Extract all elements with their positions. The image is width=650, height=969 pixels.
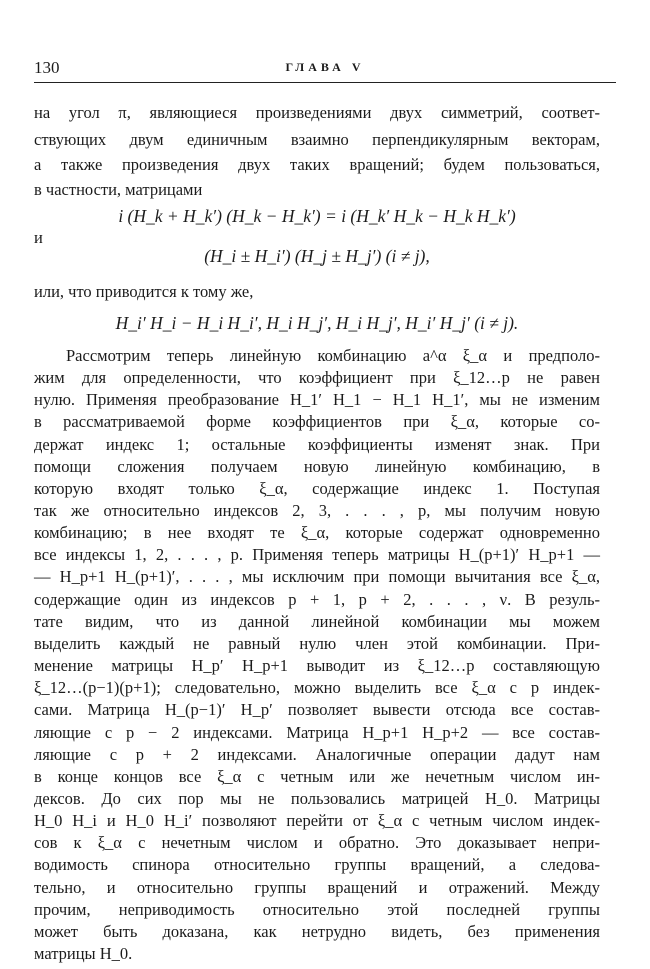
chapter-title: ГЛАВА V — [285, 60, 365, 74]
text-line: — H_p+1 H_(p+1)′, . . . , мы исключим при помощи вычитания все ξ_α, — [34, 567, 600, 587]
conjunction-and: и — [34, 228, 43, 247]
equation-3: H_i′ H_i − H_i H_i′, H_i H_j′, H_i H_j′, H_i′ H_j′ (i ≠ j). — [115, 313, 519, 333]
text-line: ξ_12…(p−1)(p+1); следовательно, можно выделить все ξ_α с p индек- — [34, 678, 600, 698]
text-line: содержащие один из индексов p + 1, p + 2, . . . , ν. В резуль- — [34, 589, 600, 609]
text-line: помощи сложения получаем новую линейную комбинацию, в — [34, 456, 600, 476]
text-line: жим для определенности, что коэффициент при ξ_12…p не равен — [34, 368, 600, 388]
equation-2: (H_i ± H_i′) (H_j ± H_j′) (i ≠ j), — [204, 246, 430, 266]
running-header — [34, 58, 616, 84]
text-line: матрицы H_0. — [34, 944, 133, 963]
text-line: сов к ξ_α с нечетным числом и обратно. Это доказывает непри- — [34, 833, 600, 853]
text-line: может быть доказана, как нетрудно видеть, без применения — [34, 921, 600, 941]
text-line: держат индекс 1; остальные коэффициенты изменят знак. При — [34, 434, 600, 454]
text-line: которую входят только ξ_α, содержащие индекс 1. Поступая — [34, 478, 600, 498]
text-line: водимость спинора относительно группы вращений, а следова- — [34, 855, 600, 875]
text-line: прочим, неприводимость относительно этой последней группы — [34, 899, 600, 919]
text-line: ляющие с p − 2 индексами. Матрица H_p+1 H_p+2 — все состав- — [34, 722, 600, 742]
text-line: дексов. До сих пор мы не пользовались матрицей H_0. Матрицы — [34, 788, 600, 808]
page-number: 130 — [34, 58, 60, 77]
text-line: комбинацию; в нее входят те ξ_α, которые содержат одновременно — [34, 523, 600, 543]
text-line: на угол π, являющиеся произведениями двух симметрий, соответ- — [34, 103, 600, 122]
text-line: ствующих двум единичным взаимно перпендикулярным векторам, — [34, 130, 600, 149]
text-line: ляющие с p + 2 индексами. Аналогичные операции дадут нам — [34, 744, 600, 764]
header-rule — [34, 82, 616, 83]
text-line: а также произведения двух таких вращений; будем пользоваться, — [34, 155, 600, 174]
text-line: менение матрицы H_p′ H_p+1 выводит из ξ_12…p составляющую — [34, 656, 600, 676]
text-line: так же относительно индексов 2, 3, . . . , p, мы получим новую — [34, 501, 600, 521]
text-line: Рассмотрим теперь линейную комбинацию a^α ξ_α и предполо- — [66, 346, 600, 365]
text-line: все индексы 1, 2, . . . , p. Применяя теперь матрицы H_(p+1)′ H_p+1 — — [34, 545, 600, 565]
text-line: или, что приводится к тому же, — [34, 282, 254, 301]
text-line: в рассматриваемой форме коэффициентов при ξ_α, которые со- — [34, 412, 600, 432]
equation-1: i (H_k + H_k′) (H_k − H_k′) = i (H_k′ H_k − H_k H_k′) — [118, 206, 516, 226]
text-line: в частности, матрицами — [34, 180, 203, 199]
text-line: тельно, и относительно группы вращений и отражений. Между — [34, 877, 600, 897]
text-line: в конце концов все ξ_α с четным или же нечетным числом ин- — [34, 766, 600, 786]
text-line: сами. Матрица H_(p−1)′ H_p′ позволяет вывести отсюда все состав- — [34, 700, 600, 720]
text-line: нулю. Применяя преобразование H_1′ H_1 − H_1 H_1′, мы не изменим — [34, 390, 600, 410]
text-line: H_0 H_i и H_0 H_i′ позволяют перейти от ξ_α с четным числом индек- — [34, 811, 600, 831]
text-line: выделить каждый не равный нулю член этой комбинации. При- — [34, 633, 600, 653]
text-line: тате видим, что из данной линейной комбинации мы можем — [34, 611, 600, 631]
